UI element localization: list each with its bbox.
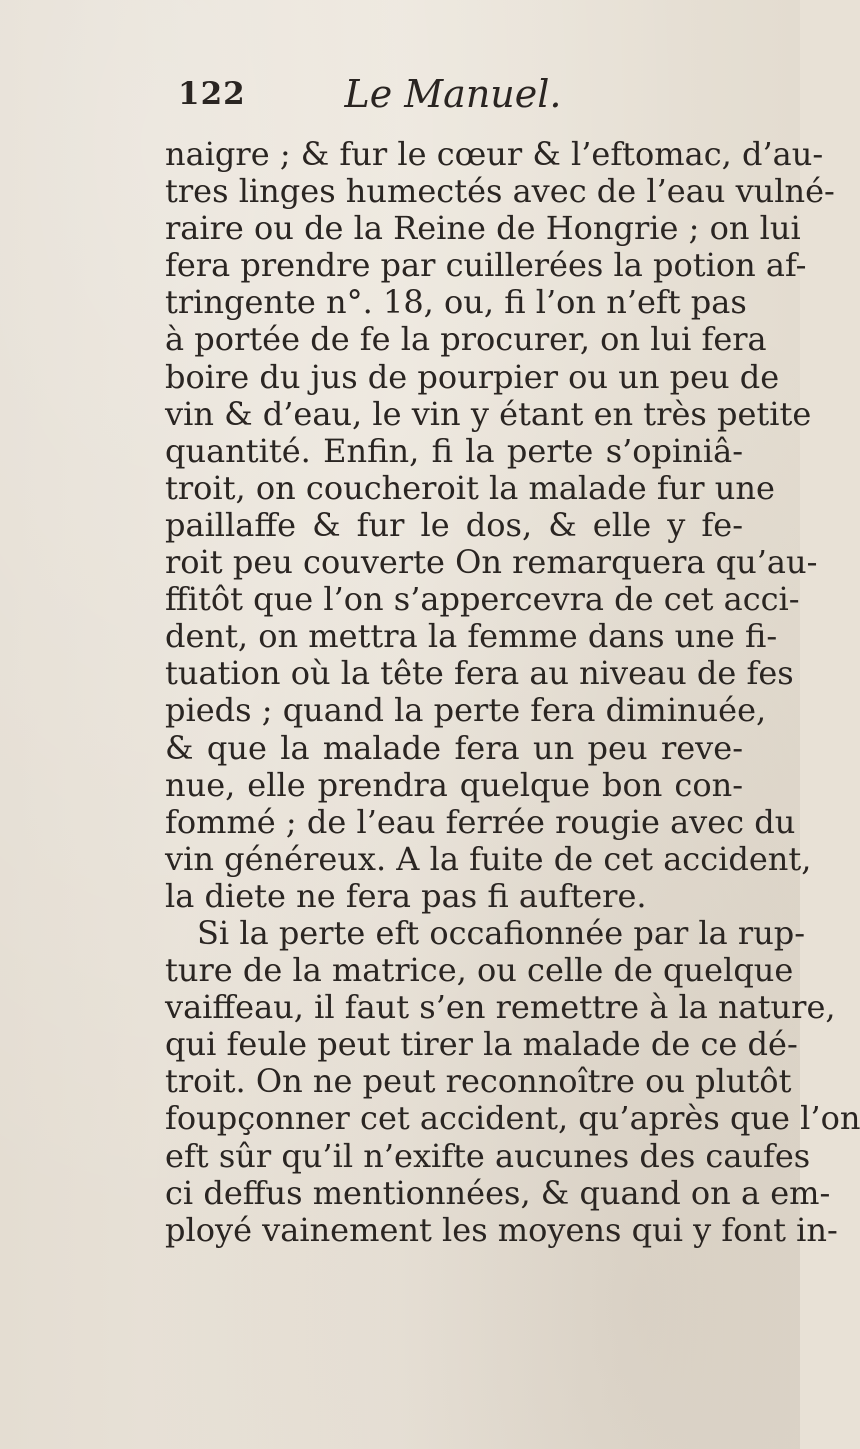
text-line: pieds ; quand la perte fera diminuée, [165, 691, 767, 730]
text-line: raire ou de la Reine de Hongrie ; on lui [165, 209, 801, 248]
text-line: vaiffeau, il faut s’en remettre à la nature, [165, 988, 836, 1027]
page-number: 122 [178, 76, 246, 112]
text-line: la diete ne fera pas fi auftere. [165, 876, 647, 915]
text-line: nue, elle prendra quelque bon con- [165, 765, 743, 804]
text-line: foupçonner cet accident, qu’après que l’on [165, 1099, 860, 1138]
running-title: Le Manuel. [344, 72, 562, 116]
text-line: ture de la matrice, ou celle de quelque [165, 951, 794, 990]
text-line: eft sûr qu’il n’exifte aucunes des caufes [165, 1136, 811, 1175]
text-line: tuation où la tête fera au niveau de fes [165, 654, 794, 693]
text-line: qui feule peut tirer la malade de ce dé- [165, 1025, 798, 1064]
text-line: troit, on coucheroit la malade fur une [165, 468, 775, 507]
text-line: vin généreux. A la fuite de cet accident, [165, 839, 812, 878]
text-line: paillaffe & fur le dos, & elle y fe- [165, 505, 743, 544]
text-line: tres linges humectés avec de l’eau vulné- [165, 172, 835, 211]
text-line: tringente n°. 18, ou, fi l’on n’eft pas [165, 283, 747, 322]
body-text [165, 135, 860, 1249]
text-line: fera prendre par cuillerées la potion af- [165, 246, 807, 285]
text-line: Si la perte eft occafionnée par la rup- [197, 913, 806, 952]
text-line: dent, on mettra la femme dans une fi- [165, 617, 778, 656]
text-line: quantité. Enfin, fi la perte s’opiniâ- [165, 431, 743, 470]
text-line: ffitôt que l’on s’appercevra de cet acci- [165, 580, 800, 619]
text-line: & que la malade fera un peu reve- [165, 728, 743, 767]
text-line: ci deffus mentionnées, & quand on a em- [165, 1173, 831, 1212]
text-line: roit peu couverte On remarquera qu’au- [165, 543, 818, 582]
text-line: naigre ; & fur le cœur & l’eftomac, d’au- [165, 135, 824, 173]
text-line: boire du jus de pourpier ou un peu de [165, 357, 780, 396]
text-line: fommé ; de l’eau ferrée rougie avec du [165, 802, 796, 841]
text-line: vin & d’eau, le vin y étant en très petite [165, 394, 812, 433]
text-line: à portée de fe la procurer, on lui fera [165, 320, 767, 359]
text-line: ployé vainement les moyens qui y font in- [165, 1210, 838, 1249]
text-line: troit. On ne peut reconnoître ou plutôt [165, 1062, 792, 1101]
page-header [178, 72, 738, 126]
